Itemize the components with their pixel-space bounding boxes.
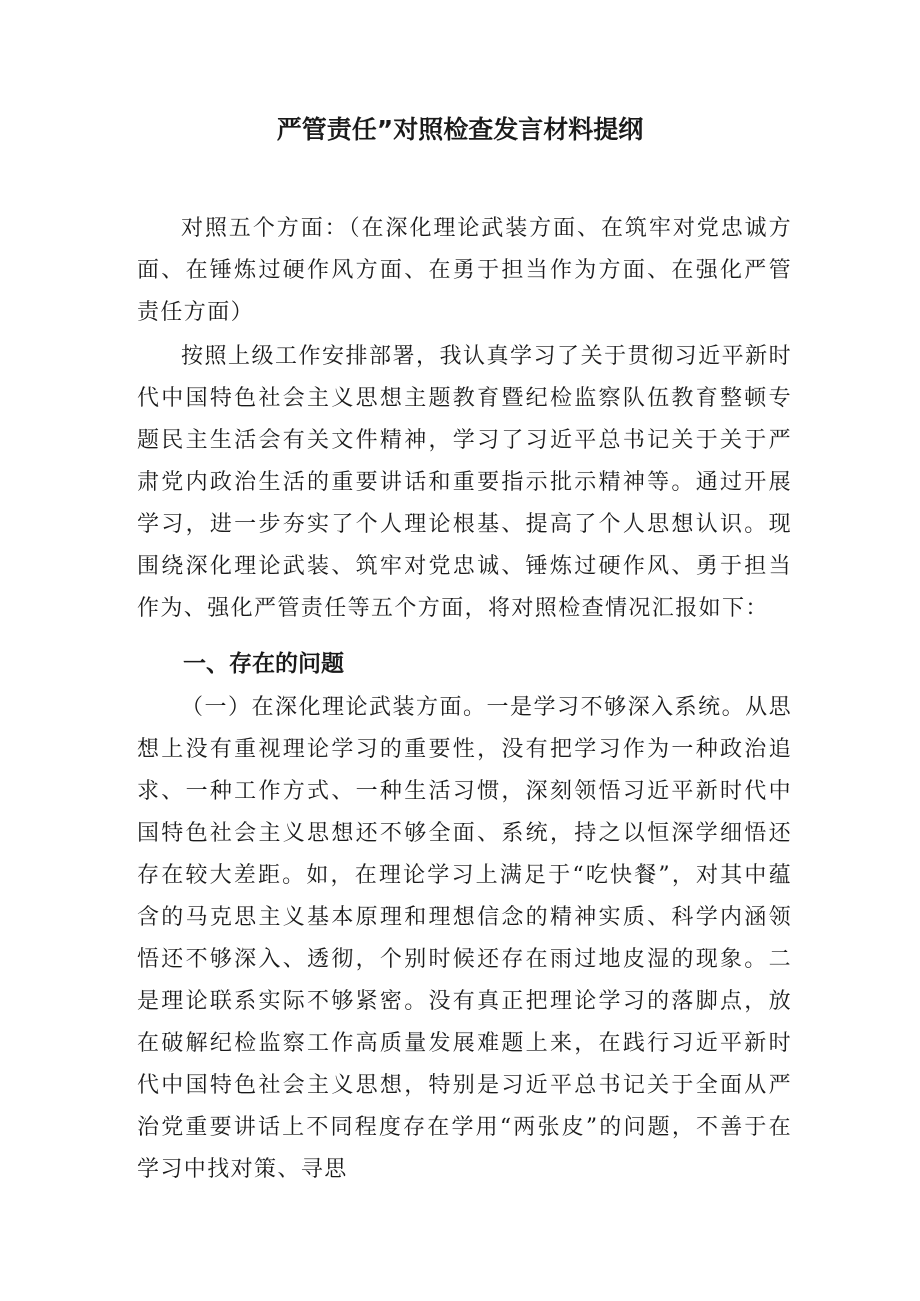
document-title: 严管责任”对照检查发言材料提纲	[276, 115, 644, 144]
issue-paragraph-theory: （一）在深化理论武装方面。一是学习不够深入系统。从思想上没有重视理论学习的重要性，没有把学习作为一种政治追求、一种工作方式、一种生活习惯，深刻领悟习近平新时代中国特色社会主义思想还不够全面、系统，持之以恒深学细悟还存在较大差距。如，在理论学习上满足于“吃快餐”，对其中蕴含的马克思主义基本原理和理想信念的精神实质、科学内涵领悟还不够深入、透彻，个别时候还存在雨过地皮湿的现象。二是理论联系实际不够紧密。没有真正把理论学习的落脚点，放在破解纪检监察工作高质量发展难题上来，在践行习近平新时代中国特色社会主义思想，特别是习近平总书记关于全面从严治党重要讲话上不同程度存在学用“两张皮”的问题，不善于在学习中找对策、寻思	[137, 695, 792, 1182]
intro-paragraph: 对照五个方面：（在深化理论武装方面、在筑牢对党忠诚方面、在锤炼过硬作风方面、在勇于担当作为方面、在强化严管责任方面）	[137, 216, 792, 325]
section-heading-problems: 一、存在的问题	[183, 651, 344, 677]
study-paragraph: 按照上级工作安排部署，我认真学习了关于贯彻习近平新时代中国特色社会主义思想主题教育暨纪检监察队伍教育整顿专题民主生活会有关文件精神，学习了习近平总书记关于关于严肃党内政治生活的重要讲话和重要指示批示精神等。通过开展学习，进一步夯实了个人理论根基、提高了个人思想认识。现围绕深化理论武装、筑牢对党忠诚、锤炼过硬作风、勇于担当作为、强化严管责任等五个方面，将对照检查情况汇报如下：	[137, 344, 792, 621]
